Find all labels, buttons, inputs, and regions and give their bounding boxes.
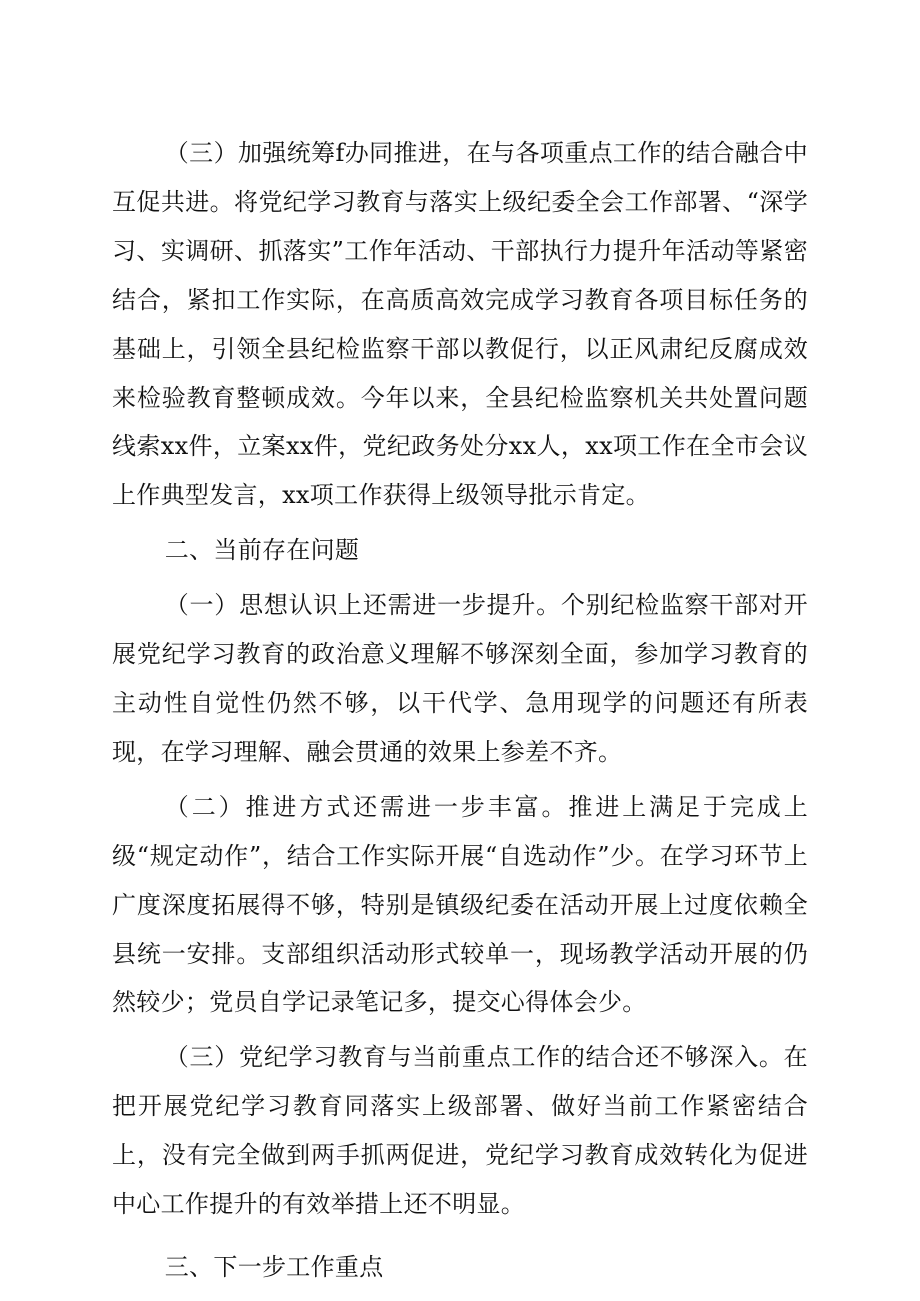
paragraph-problem-methods: （二）推进方式还需进一步丰富。推进上满足于完成上级“规定动作”，结合工作实际开展“自选动作”少。在学习环节上广度深度拓展得不够，特别是镇级纪委在活动开展上过度依赖全县统一安排。支部组织活动形式较单一，现场教学活动开展的仍然较少；党员自学记录笔记多，提交心得体会少。 <box>112 792 808 1017</box>
paragraph-coordination: （三）加强统筹f办同推进，在与各项重点工作的结合融合中互促共进。将党纪学习教育与落实上级纪委全会工作部署、“深学习、实调研、抓落实”工作年活动、干部执行力提升年活动等紧密结合，紧扣工作实际，在高质高效完成学习教育各项目标任务的基础上，引领全县纪检监察干部以教促行，以正风肃纪反腐成效来检验教育整顿成效。今年以来，全县纪检监察机关共处置问题线索xx件，立案xx件，党纪政务处分xx人，xx项工作在全市会议上作典型发言，xx项工作获得上级领导批示肯定。 <box>112 139 808 510</box>
section-heading-next-steps: 三、下一步工作重点 <box>164 1252 384 1281</box>
paragraph-problem-integration: （三）党纪学习教育与当前重点工作的结合还不够深入。在把开展党纪学习教育同落实上级部署、做好当前工作紧密结合上，没有完全做到两手抓两促进，党纪学习教育成效转化为促进中心工作提升的有效举措上还不明显。 <box>112 1043 808 1219</box>
paragraph-problem-thinking: （一）思想认识上还需进一步提升。个别纪检监察干部对开展党纪学习教育的政治意义理解不够深刻全面，参加学习教育的主动性自觉性仍然不够，以干代学、急用现学的问题还有所表现，在学习理解、融会贯通的效果上参差不齐。 <box>112 591 808 766</box>
document-body <box>112 129 808 1292</box>
section-heading-current-problems: 二、当前存在问题 <box>164 536 360 565</box>
